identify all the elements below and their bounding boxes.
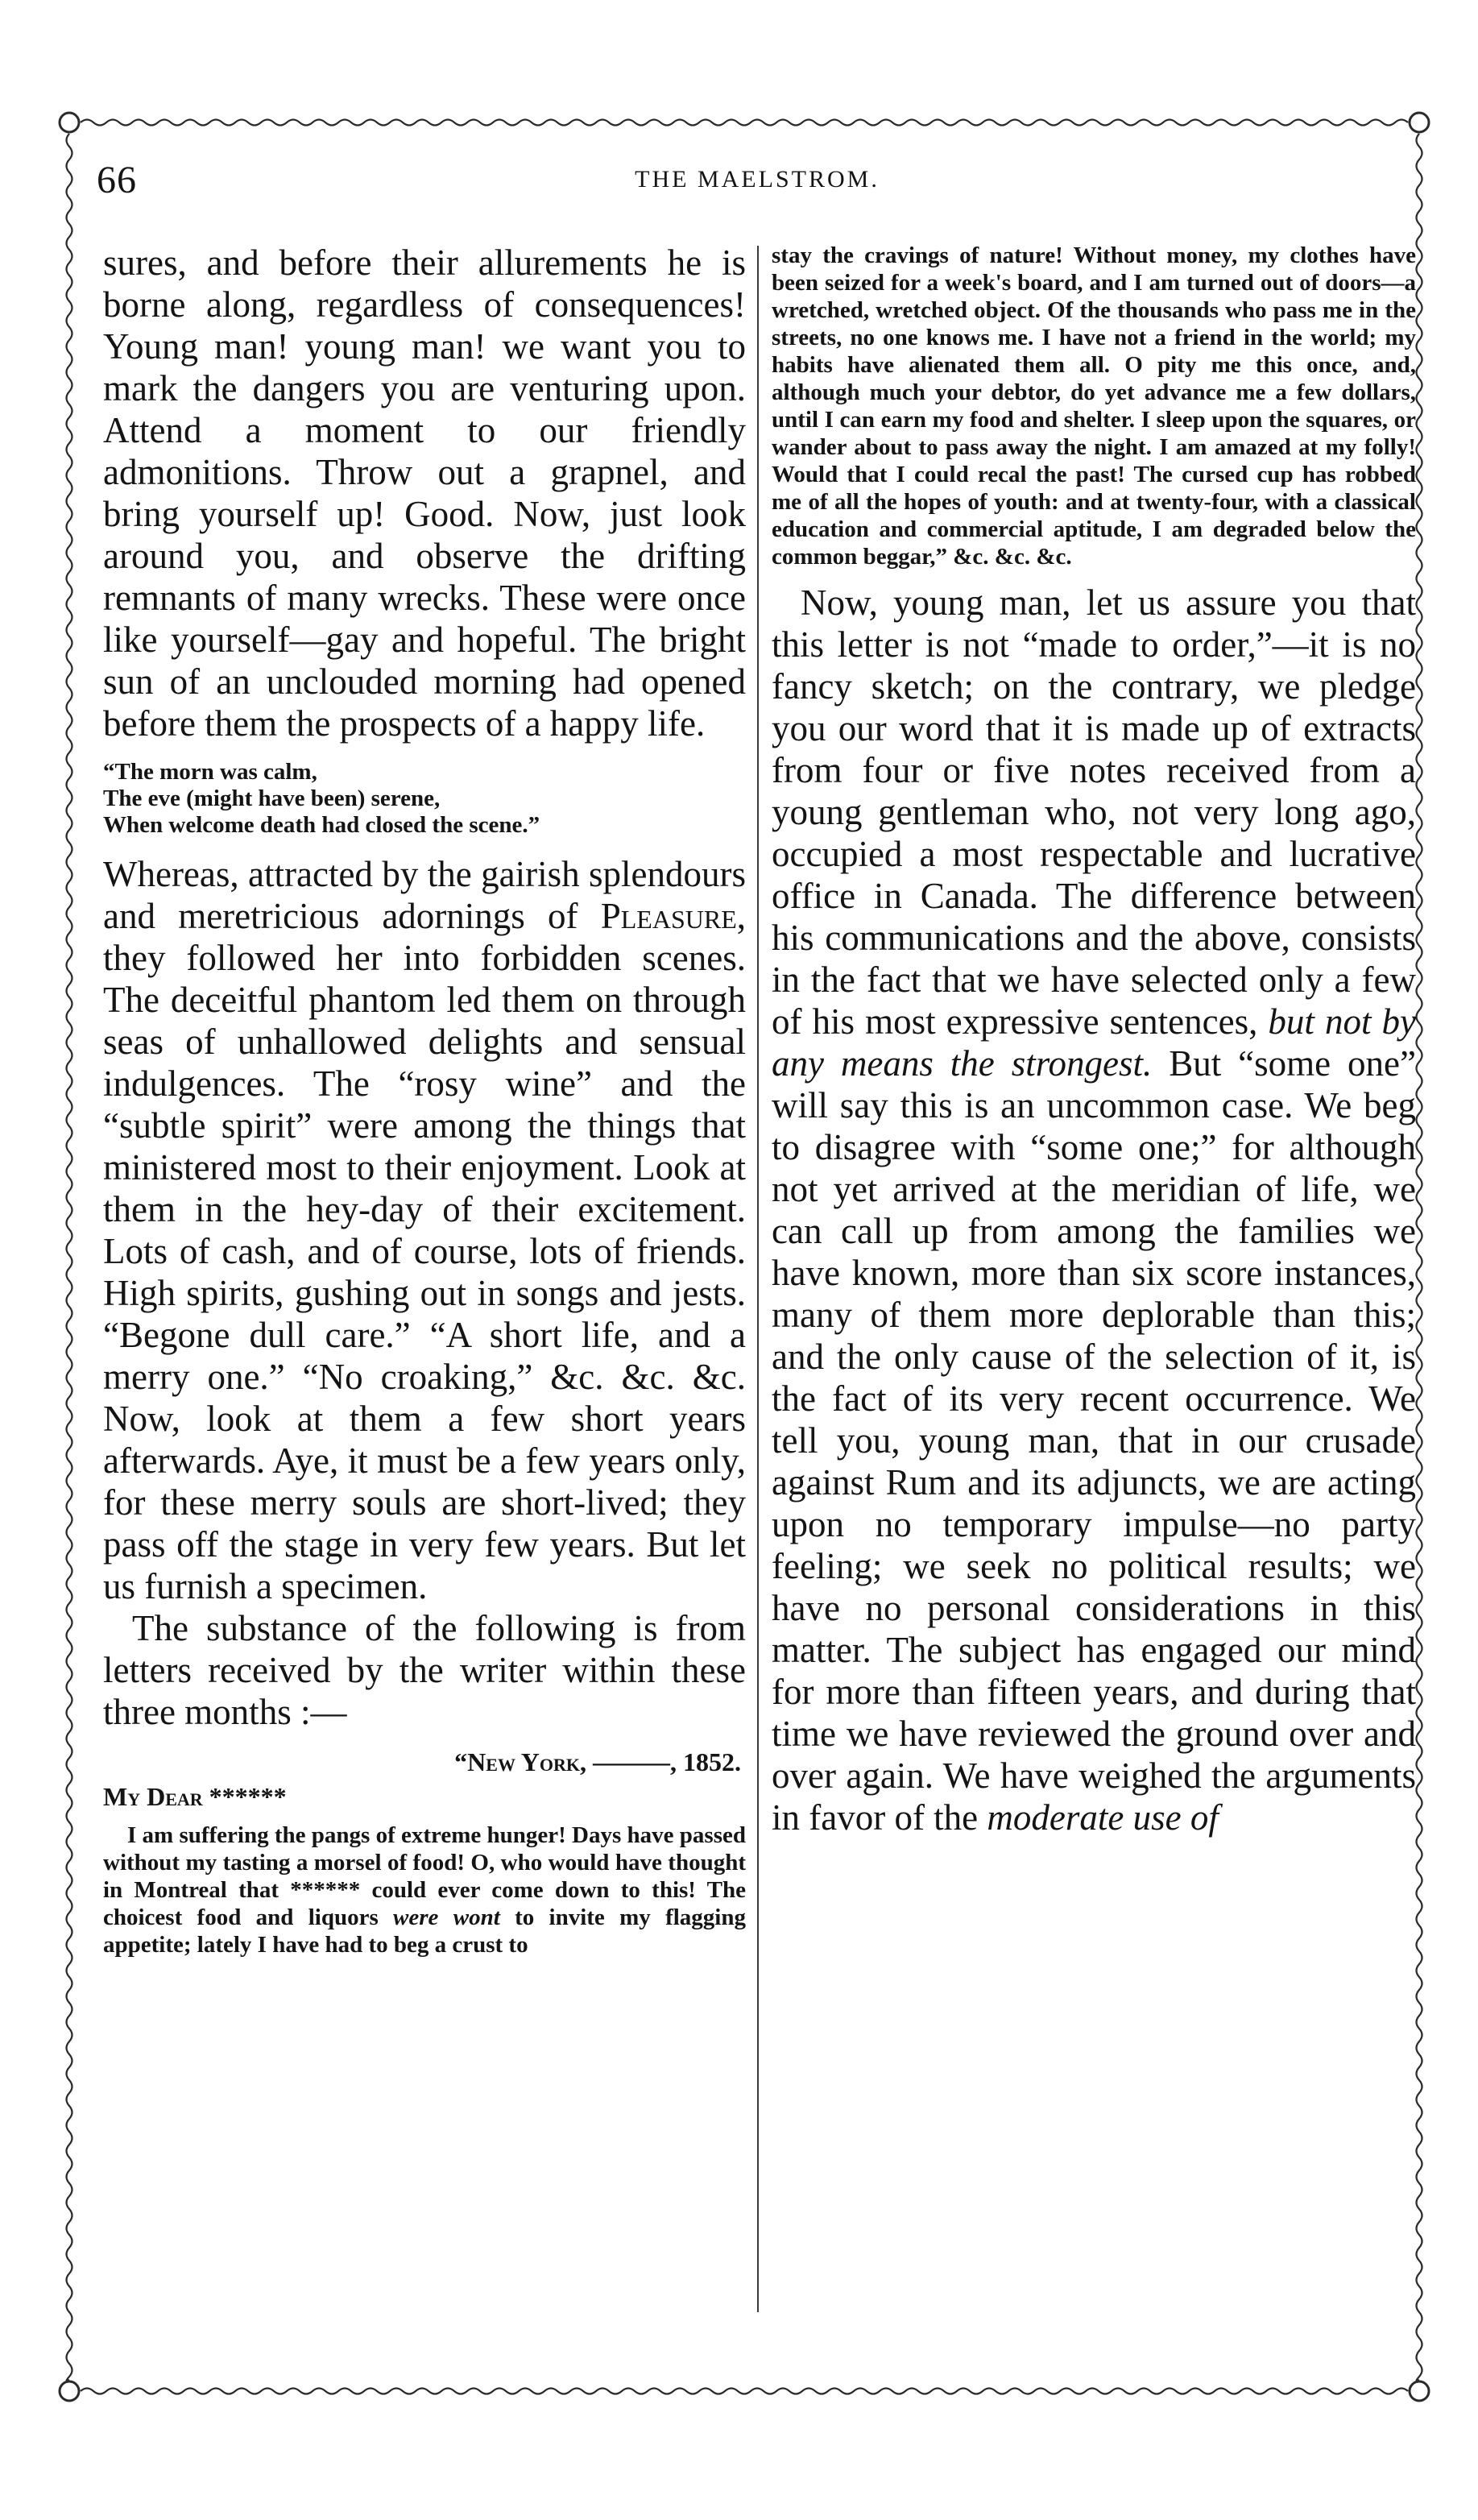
- verse-line: When welcome death had closed the scene.”: [103, 812, 540, 838]
- corner-ornament-bottom-right: [1410, 2381, 1429, 2401]
- letter-dateline: “New York, ———, 1852.: [454, 1747, 741, 1776]
- pleasure-word: Pleasure: [600, 896, 737, 936]
- verse-line: “The morn was calm,: [103, 759, 317, 785]
- text-run: The substance of the following is from letters received by the writer within these three months :—: [103, 1608, 746, 1732]
- verse-line: The eve (might have been) serene,: [103, 785, 441, 811]
- text-run: Whereas, attracted by the gairish splendours and meretricious adornings of: [103, 854, 746, 936]
- letter-body-continued: stay the cravings of nature! Without money, my clothes have been seized for a week's board, and I am turned out of doors—a wretched, wretched object. Of the thousands who pass me in the streets, no one knows me. I have not a friend in the world; my habits have alienated them all. O pity me this once, and, although much your debtor, do yet advance me a few dollars, until I can earn my food and shelter. I sleep upon the squares, or wander about to pass away the night. I am amazed at my folly! Would that I could recal the past! The cursed cup has robbed me of all the hopes of youth: and at twenty-four, with a classical education and commercial aptitude, I am degraded below the common beggar,” &c. &c. &c.: [772, 242, 1416, 570]
- paragraph-continued: sures, and before their allurements he is borne along, regardless of consequences! Young man! young man! we want you to mark the dangers you are venturing upon. Attend a moment to our friendly admonitions. Throw out a grapnel, and bring yourself up! Good. Now, just look around you, and observe the drifting remnants of many wrecks. These were once like yourself—gay and hopeful. The bright sun of an unclouded morning had opened before them the prospects of a happy life.: [103, 242, 746, 744]
- corner-ornament-top-right: [1410, 113, 1429, 132]
- right-column: [772, 242, 1416, 1838]
- text-run: Now, young man, let us assure you that this letter is not “made to order,”—it is no fancy sketch; on the contrary, we pledge you our word that it is made up of extracts from four or five notes received from a young gentleman who, not very long ago, occupied a most respectable and lucrative office in Canada. The difference between his communications and the above, consists in the fact that we have selected only a few of his most expressive sentences,: [772, 582, 1416, 1042]
- italic-phrase: but not by any means the strongest.: [772, 1001, 1416, 1084]
- italic-phrase: were wont: [393, 1905, 500, 1930]
- running-head: [97, 158, 1418, 214]
- page-number: 66: [97, 159, 137, 201]
- verse-quote: [103, 759, 746, 839]
- left-column: [103, 242, 746, 1958]
- text-run: to invite my flagging appetite; lately I have had to beg a crust to: [103, 1905, 746, 1958]
- letter-body: [103, 1822, 746, 1958]
- corner-ornament-bottom-left: [60, 2381, 79, 2401]
- paragraph-assurance: [772, 582, 1416, 1838]
- paragraph-letters-intro: [103, 1607, 746, 1733]
- italic-phrase: moderate use of: [987, 1797, 1219, 1838]
- paragraph-pleasure: [103, 853, 746, 1607]
- text-run: , they followed her into forbidden scenes. The deceitful phantom led them on through seas of unhallowed delights and sensual indulgences. The “rosy wine” and the “subtle spirit” were among the things that ministered most to their enjoyment. Look at them in the hey-day of their excitement. Lots of cash, and of course, lots of friends. High spirits, gushing out in songs and jests. “Begone dull care.” “A short life, and a merry one.” “No croaking,” &c. &c. &c. Now, look at them a few short years afterwards. Aye, it must be a few years only, for these merry souls are short-lived; they pass off the stage in very few years. But let us furnish a specimen.: [103, 896, 746, 1606]
- text-run: But “some one” will say this is an uncommon case. We beg to disagree with “some one;” for although not yet arrived at the meridian of life, we can call up from among the families we have known, more than six score instances, many of them more deplorable than this; and the only cause of the selection of it, is the fact of its very recent occurrence. We tell you, young man, that in our crusade against Rum and its adjuncts, we are acting upon no temporary impulse—no party feeling; we seek no political results; we have no personal considerations in this matter. The subject has engaged our mind for more than fifteen years, and during that time we have reviewed the ground over and over again. We have weighed the arguments in favor of the: [772, 1043, 1416, 1838]
- running-title: THE MAELSTROM.: [635, 166, 880, 193]
- corner-ornament-top-left: [60, 113, 79, 132]
- letter-salutation: My Dear ******: [103, 1782, 287, 1811]
- text-run: I am suffering the pangs of extreme hunger! Days have passed without my tasting a morsel of food! O, who would have thought in Montreal that ****** could ever come down to this! The choicest food and liquors: [103, 1822, 746, 1930]
- spacer: [772, 570, 1416, 582]
- column-rule: [757, 246, 759, 2312]
